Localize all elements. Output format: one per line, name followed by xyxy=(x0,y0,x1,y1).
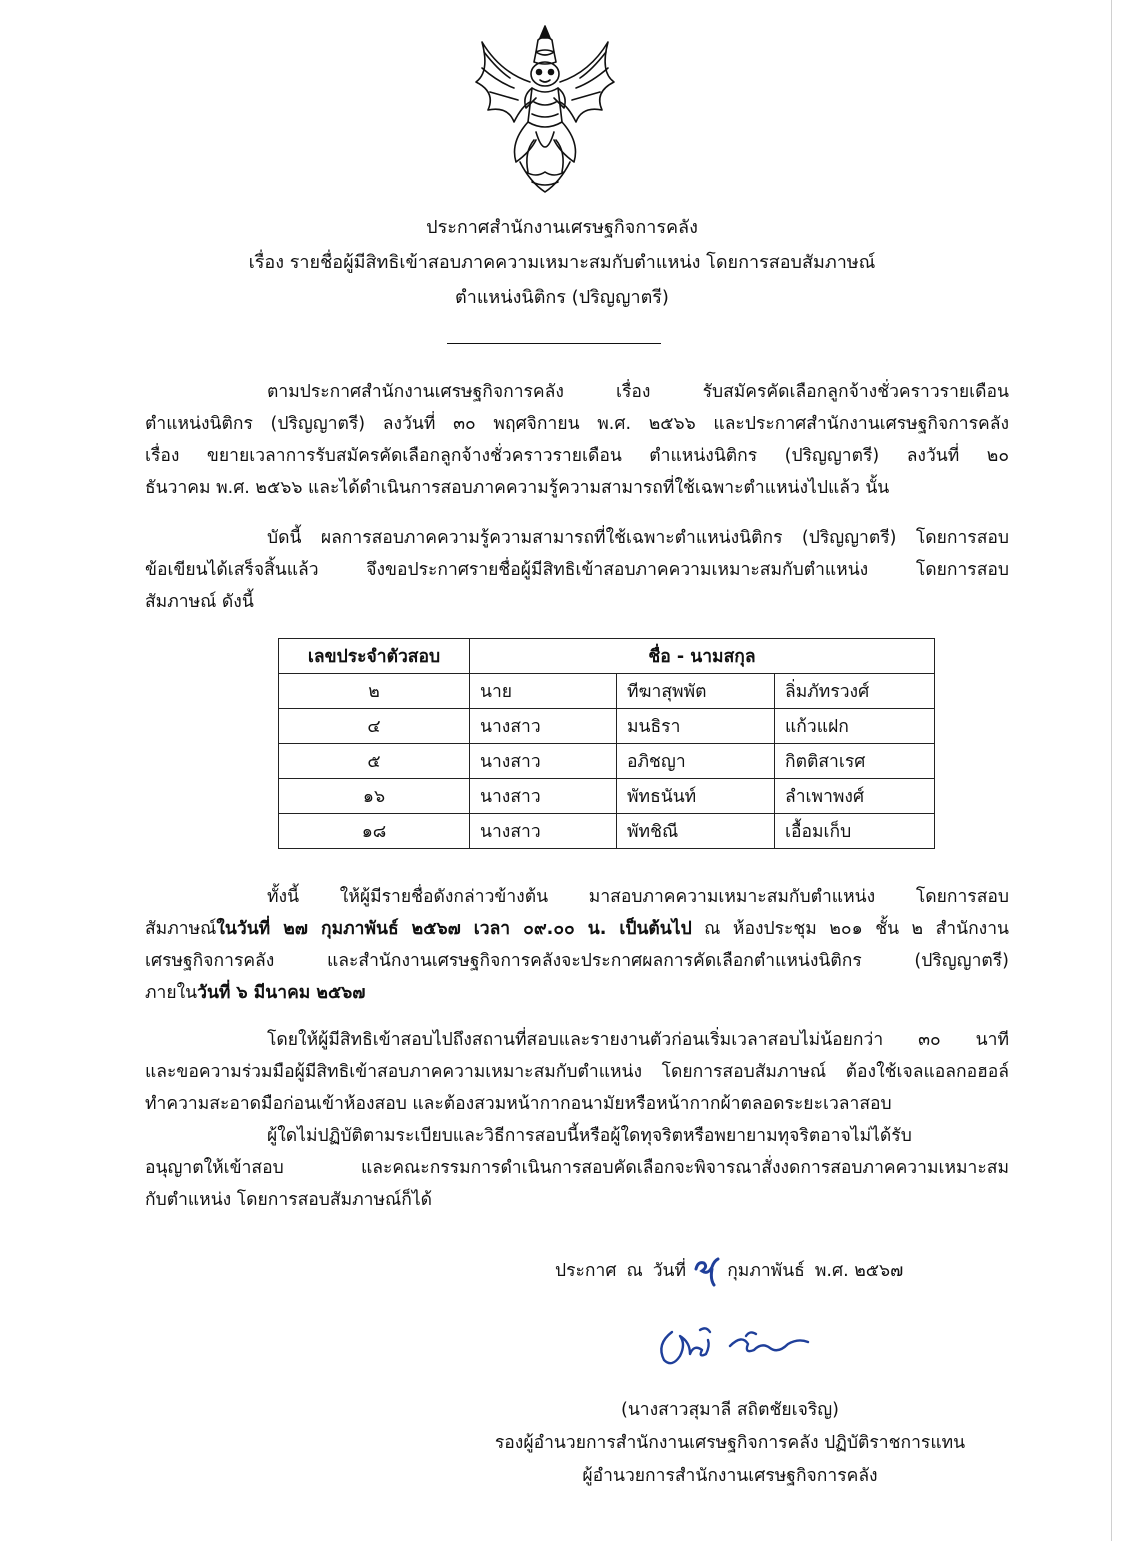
position-title: ตำแหน่งนิติกร (ปริญญาตรี) xyxy=(455,287,669,308)
name-title: นาย xyxy=(470,674,617,709)
last-name: แก้วแฝก xyxy=(775,709,935,744)
candidate-table xyxy=(278,638,935,849)
paragraph-line: ตำแหน่งนิติกร (ปริญญาตรี) ลงวันที่ ๓๐ พฤศจิกายน พ.ศ. ๒๕๖๖ และประกาศสำนักงานเศรษฐกิจการคลัง xyxy=(145,414,1009,434)
paragraph-line: ข้อเขียนได้เสร็จสิ้นแล้ว จึงขอประกาศรายชื่อผู้มีสิทธิเข้าสอบภาคความเหมาะสมกับตำแหน่ง โดยการสอบ xyxy=(145,560,1009,580)
dateline-month: กุมภาพันธ์ xyxy=(727,1261,805,1281)
last-name: ลิ่มภัทรวงศ์ xyxy=(775,674,935,709)
first-name: พัทธนันท์ xyxy=(617,779,775,814)
table-header-row xyxy=(279,639,935,674)
name-title: นางสาว xyxy=(470,744,617,779)
paragraph-line: อนุญาตให้เข้าสอบ และคณะกรรมการดำเนินการสอบคัดเลือกจะพิจารณาสั่งงดการสอบภาคความเหมาะสม xyxy=(145,1158,1009,1178)
last-name: เอื้อมเก็บ xyxy=(775,814,935,849)
table-row xyxy=(279,744,935,779)
exam-id: ๑๘ xyxy=(279,814,470,849)
paragraph-line: และขอความร่วมมือผู้มีสิทธิเข้าสอบภาคความเหมาะสมกับตำแหน่ง โดยการสอบสัมภาษณ์ ต้องใช้เจลแอลกอฮอล์ xyxy=(145,1062,1009,1082)
exam-id: ๕ xyxy=(279,744,470,779)
dateline-day-label: วันที่ xyxy=(652,1261,687,1281)
paragraph-text: ณ ห้องประชุม ๒๐๑ ชั้น ๒ สำนักงาน xyxy=(691,919,1009,939)
first-name: อภิชญา xyxy=(617,744,775,779)
exam-id: ๑๖ xyxy=(279,779,470,814)
last-name: กิตติสาเรศ xyxy=(775,744,935,779)
table-row xyxy=(279,674,935,709)
paragraph-line: ผู้ใดไม่ปฏิบัติตามระเบียบและวิธีการสอบนี้หรือผู้ใดทุจริตหรือพยายามทุจริตอาจไม่ได้รับ xyxy=(267,1126,912,1146)
signatory-name: (นางสาวสุมาลี สถิตชัยเจริญ) xyxy=(621,1400,839,1420)
paragraph-text: ภายใน xyxy=(145,983,198,1003)
paragraph-penalty xyxy=(145,1120,1009,1216)
signature-icon xyxy=(650,1320,820,1375)
paragraph-reference xyxy=(145,376,1009,504)
garuda-emblem-icon xyxy=(470,22,620,197)
paragraph-results xyxy=(145,522,1009,618)
paragraph-line: เศรษฐกิจการคลัง และสำนักงานเศรษฐกิจการคลังจะประกาศผลการคัดเลือกตำแหน่งนิติกร (ปริญญาตรี) xyxy=(145,951,1009,971)
paragraph-instructions xyxy=(145,1024,1009,1120)
first-name: มนธิรา xyxy=(617,709,775,744)
dateline-at: ณ xyxy=(626,1261,643,1281)
scan-edge-line xyxy=(1111,0,1112,1541)
paragraph-line: บัดนี้ ผลการสอบภาคความรู้ความสามารถที่ใช้เฉพาะตำแหน่งนิติกร (ปริญญาตรี) โดยการสอบ xyxy=(267,528,1009,548)
dateline-prefix: ประกาศ xyxy=(555,1261,617,1281)
paragraph-text: สัมภาษณ์ xyxy=(145,919,217,939)
heading-divider xyxy=(447,343,661,344)
paragraph-line: ทำความสะอาดมือก่อนเข้าห้องสอบ และต้องสวมหน้ากากอนามัยหรือหน้ากากผ้าตลอดระยะเวลาสอบ xyxy=(145,1094,892,1114)
header-full-name: ชื่อ - นามสกุล xyxy=(470,639,935,674)
paragraph-line: ธันวาคม พ.ศ. ๒๕๖๖ และได้ดำเนินการสอบภาคความรู้ความสามารถที่ใช้เฉพาะตำแหน่งไปแล้ว นั้น xyxy=(145,478,890,498)
announcement-dateline xyxy=(555,1255,903,1287)
signatory-position: รองผู้อำนวยการสำนักงานเศรษฐกิจการคลัง ปฏิบัติราชการแทน xyxy=(494,1433,966,1453)
announcement-subject: เรื่อง รายชื่อผู้มีสิทธิเข้าสอบภาคความเหมาะสมกับตำแหน่ง โดยการสอบสัมภาษณ์ xyxy=(248,252,876,273)
exam-id: ๒ xyxy=(279,674,470,709)
paragraph-line: สัมภาษณ์ ดังนี้ xyxy=(145,592,254,612)
paragraph-interview-schedule xyxy=(145,881,1009,1009)
paragraph-line: ทั้งนี้ ให้ผู้มีรายชื่อดังกล่าวข้างต้น มาสอบภาคความเหมาะสมกับตำแหน่ง โดยการสอบ xyxy=(267,887,1009,907)
paragraph-line: โดยให้ผู้มีสิทธิเข้าสอบไปถึงสถานที่สอบและรายงานตัวก่อนเริ่มเวลาสอบไม่น้อยกว่า ๓๐ นาที xyxy=(267,1030,1009,1050)
exam-id: ๔ xyxy=(279,709,470,744)
paragraph-line: เรื่อง ขยายเวลาการรับสมัครคัดเลือกลูกจ้างชั่วคราวรายเดือน ตำแหน่งนิติกร (ปริญญาตรี) ลงวันที่ ๒๐ xyxy=(145,446,1009,466)
header-exam-id: เลขประจำตัวสอบ xyxy=(279,639,470,674)
table-row xyxy=(279,779,935,814)
table-row xyxy=(279,814,935,849)
table-row xyxy=(279,709,935,744)
first-name: พัทชิณี xyxy=(617,814,775,849)
first-name: ทีฆาสุพพัต xyxy=(617,674,775,709)
paragraph-line: กับตำแหน่ง โดยการสอบสัมภาษณ์ก็ได้ xyxy=(145,1190,433,1210)
interview-date-bold: ในวันที่ ๒๗ กุมภาพันธ์ ๒๕๖๗ เวลา ๐๙.๐๐ น. เป็นต้นไป xyxy=(216,919,692,939)
handwritten-day-icon xyxy=(692,1255,722,1287)
name-title: นางสาว xyxy=(470,814,617,849)
last-name: ลำเพาพงศ์ xyxy=(775,779,935,814)
name-title: นางสาว xyxy=(470,779,617,814)
paragraph-line: ตามประกาศสำนักงานเศรษฐกิจการคลัง เรื่อง รับสมัครคัดเลือกลูกจ้างชั่วคราวรายเดือน xyxy=(267,382,1009,402)
name-title: นางสาว xyxy=(470,709,617,744)
result-date-bold: วันที่ ๖ มีนาคม ๒๕๖๗ xyxy=(197,983,366,1003)
announcement-title: ประกาศสำนักงานเศรษฐกิจการคลัง xyxy=(426,217,698,238)
dateline-year: พ.ศ. ๒๕๖๗ xyxy=(814,1261,904,1281)
signatory-position-acting: ผู้อำนวยการสำนักงานเศรษฐกิจการคลัง xyxy=(582,1466,878,1486)
